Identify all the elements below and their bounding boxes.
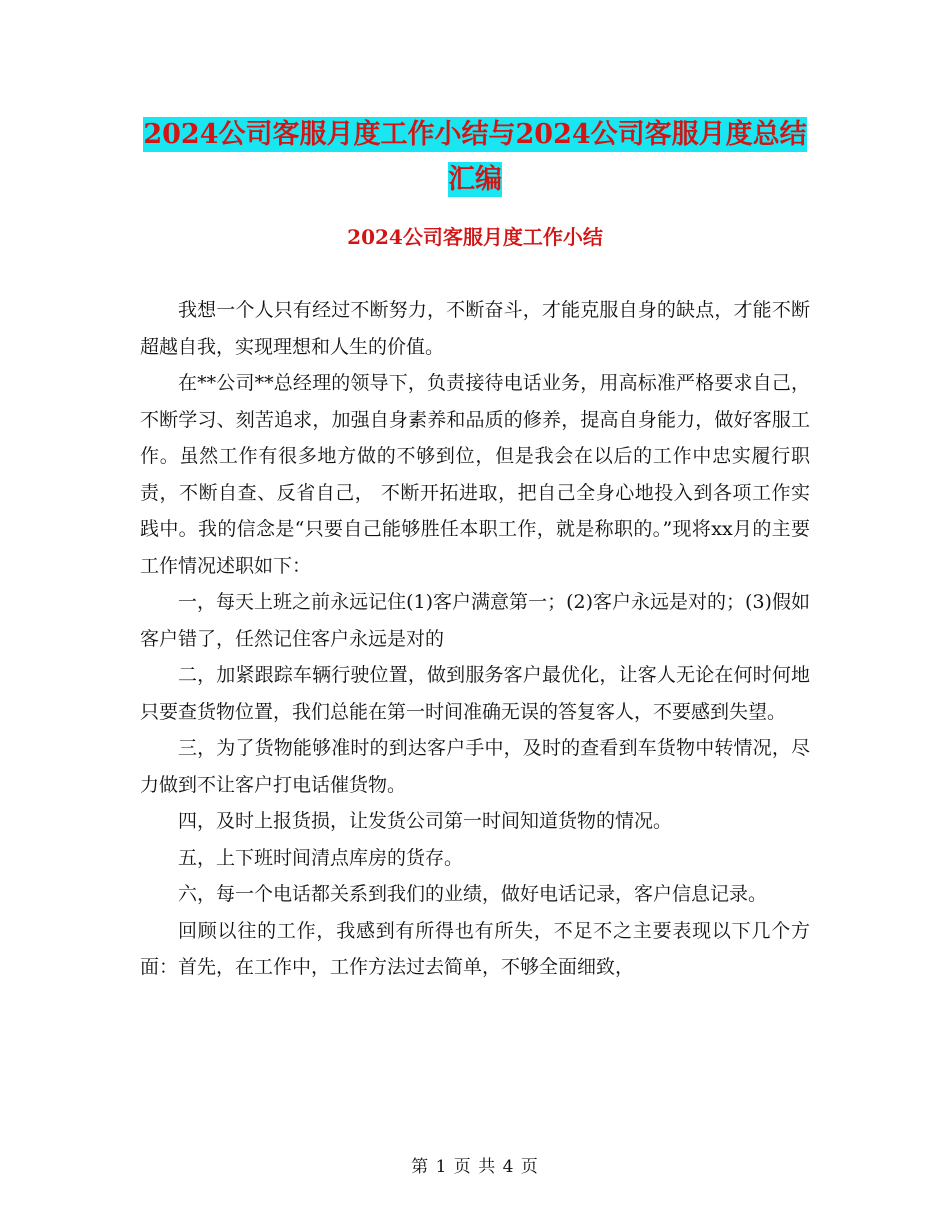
paragraph: 三，为了货物能够准时的到达客户手中，及时的查看到车货物中转情况，尽力做到不让客户打电话催货物。 [140, 737, 810, 796]
paragraph: 四，及时上报货损，让发货公司第一时间知道货物的情况。 [178, 810, 673, 832]
paragraph: 二，加紧跟踪车辆行驶位置，做到服务客户最优化，让客人无论在何时何地只要查货物位置，我们总能在第一时间准确无误的答复客人，不要感到失望。 [140, 664, 810, 723]
document-body [140, 292, 810, 986]
section-title: 2024公司客服月度工作小结 [347, 225, 603, 249]
paragraph: 五，上下班时间清点库房的货存。 [178, 846, 464, 869]
document-title-highlight: 2024公司客服月度工作小结与2024公司客服月度总结汇编 [143, 119, 807, 195]
document-title [140, 112, 810, 202]
paragraph: 六，每一个电话都关系到我们的业绩，做好电话记录，客户信息记录。 [178, 883, 768, 905]
paragraph: 一，每天上班之前永远记住(1)客户满意第一；(2)客户永远是对的；(3)假如客户错了，任然记住客户永远是对的 [140, 591, 810, 650]
paragraph: 我想一个人只有经过不断努力，不断奋斗，才能克服自身的缺点，才能不断超越自我，实现理想和人生的价值。 [140, 299, 810, 358]
paragraph: 回顾以往的工作，我感到有所得也有所失，不足不之主要表现以下几个方面：首先，在工作中，工作方法过去简单，不够全面细致， [140, 919, 810, 978]
paragraph: 在**公司**总经理的领导下，负责接待电话业务，用高标准严格要求自己，不断学习、刻苦追求，加强自身素养和品质的修养，提高自身能力，做好客服工作。虽然工作有很多地方做的不够到位，但是我会在以后的工作中忠实履行职责，不断自查、反省自己， 不断开拓进取，把自己全身心地投入到各项工作实践中。我的信念是“只要自己能够胜任本职工作，就是称职的。”现将xx月的主要工作情况述职如下： [140, 372, 810, 577]
page-footer: 第 1 页 共 4 页 [411, 1157, 539, 1177]
